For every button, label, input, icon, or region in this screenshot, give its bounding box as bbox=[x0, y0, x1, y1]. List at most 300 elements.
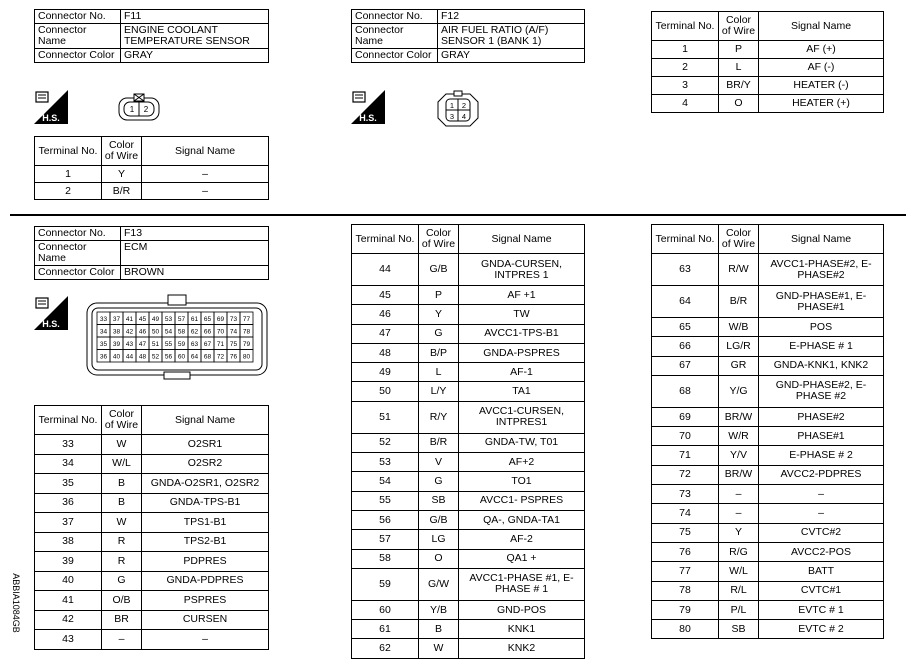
cell-terminal: 77 bbox=[652, 562, 719, 581]
cell-color: G bbox=[419, 472, 459, 491]
pin: 62 bbox=[190, 328, 199, 336]
pin: 36 bbox=[99, 353, 108, 361]
table-row bbox=[652, 95, 884, 113]
connector-name: ECM bbox=[121, 241, 269, 266]
cell-terminal: 66 bbox=[652, 337, 719, 356]
cell-signal: QA1 + bbox=[459, 549, 585, 568]
table-row bbox=[352, 401, 585, 433]
label: Connector Color bbox=[35, 49, 121, 63]
cell-signal: TPS1-B1 bbox=[142, 513, 269, 533]
cell-terminal: 1 bbox=[652, 41, 719, 59]
table-row bbox=[652, 337, 884, 356]
cell-signal: AF (+) bbox=[759, 41, 884, 59]
cell-signal: CURSEN bbox=[142, 610, 269, 630]
cell-signal: O2SR1 bbox=[142, 435, 269, 455]
cell-terminal: 72 bbox=[652, 465, 719, 484]
cell-color: R/L bbox=[719, 581, 759, 600]
cell-terminal: 45 bbox=[352, 286, 419, 305]
cell-signal: AVCC2-POS bbox=[759, 542, 884, 561]
cell-signal: HEATER (+) bbox=[759, 95, 884, 113]
cell-color: R/G bbox=[719, 542, 759, 561]
pin: 2 bbox=[143, 105, 149, 114]
cell-color: O bbox=[719, 95, 759, 113]
cell-terminal: 55 bbox=[352, 491, 419, 510]
cell-color: Y/V bbox=[719, 446, 759, 465]
cell-terminal: 50 bbox=[352, 382, 419, 401]
cell-terminal: 52 bbox=[352, 433, 419, 452]
cell-signal: EVTC # 2 bbox=[759, 620, 884, 639]
f11-connector-face-icon bbox=[118, 93, 160, 121]
header-terminal: Terminal No. bbox=[652, 12, 719, 41]
cell-signal: – bbox=[142, 630, 269, 650]
cell-color: Y/B bbox=[419, 600, 459, 619]
pin: 3 bbox=[449, 112, 455, 121]
table-row bbox=[352, 382, 585, 401]
cell-signal: AF-2 bbox=[459, 530, 585, 549]
cell-signal: PHASE#1 bbox=[759, 427, 884, 446]
table-row bbox=[352, 453, 585, 472]
f12-harness-side-icon bbox=[351, 90, 385, 124]
cell-terminal: 61 bbox=[352, 620, 419, 639]
table-row bbox=[652, 465, 884, 484]
cell-terminal: 69 bbox=[652, 407, 719, 426]
cell-color: G bbox=[102, 571, 142, 591]
connector-color: BROWN bbox=[121, 266, 269, 280]
hs-label: H.S. bbox=[42, 113, 60, 123]
pin: 38 bbox=[112, 328, 121, 336]
cell-color: B/P bbox=[419, 343, 459, 362]
pin: 60 bbox=[177, 353, 186, 361]
pin: 39 bbox=[112, 341, 121, 348]
table-row bbox=[35, 474, 269, 494]
pin: 33 bbox=[99, 316, 108, 323]
cell-color: LG/R bbox=[719, 337, 759, 356]
pin: 63 bbox=[190, 341, 199, 348]
table-row bbox=[35, 591, 269, 611]
table-row bbox=[35, 552, 269, 572]
header-color: Color of Wire bbox=[102, 137, 142, 166]
label: Connector No. bbox=[352, 10, 438, 24]
pin: 72 bbox=[216, 353, 225, 361]
table-row bbox=[652, 581, 884, 600]
cell-signal: PHASE#2 bbox=[759, 407, 884, 426]
table-row bbox=[652, 356, 884, 375]
cell-color: R bbox=[102, 552, 142, 572]
table-row bbox=[352, 600, 585, 619]
cell-color: BR/W bbox=[719, 465, 759, 484]
cell-terminal: 44 bbox=[352, 254, 419, 286]
pin: 47 bbox=[138, 341, 147, 348]
cell-color: G/W bbox=[419, 568, 459, 600]
cell-color: GR bbox=[719, 356, 759, 375]
table-row bbox=[35, 183, 269, 200]
cell-signal: – bbox=[759, 504, 884, 523]
label: Connector No. bbox=[35, 227, 121, 241]
pin: 53 bbox=[164, 316, 173, 323]
cell-signal: AF-1 bbox=[459, 363, 585, 382]
table-row bbox=[352, 254, 585, 286]
pin: 35 bbox=[99, 341, 108, 348]
pin: 48 bbox=[138, 353, 147, 361]
pin: 75 bbox=[229, 341, 238, 348]
table-row bbox=[35, 454, 269, 474]
pin: 65 bbox=[203, 316, 212, 323]
cell-signal: E-PHASE # 1 bbox=[759, 337, 884, 356]
cell-signal: AVCC1-CURSEN, INTPRES1 bbox=[459, 401, 585, 433]
f13-pin-grid bbox=[97, 312, 253, 362]
cell-terminal: 75 bbox=[652, 523, 719, 542]
table-row bbox=[652, 562, 884, 581]
cell-terminal: 67 bbox=[652, 356, 719, 375]
pin: 4 bbox=[461, 112, 467, 121]
header-signal: Signal Name bbox=[142, 137, 269, 166]
pin: 78 bbox=[242, 328, 251, 336]
pin: 57 bbox=[177, 316, 186, 323]
pin: 42 bbox=[125, 328, 134, 336]
cell-terminal: 80 bbox=[652, 620, 719, 639]
cell-color: P bbox=[719, 41, 759, 59]
pin: 80 bbox=[242, 353, 251, 361]
cell-terminal: 71 bbox=[652, 446, 719, 465]
cell-color: R/W bbox=[719, 254, 759, 286]
cell-terminal: 1 bbox=[35, 166, 102, 183]
pin: 79 bbox=[242, 341, 251, 348]
cell-terminal: 41 bbox=[35, 591, 102, 611]
pin: 71 bbox=[216, 341, 225, 348]
cell-terminal: 70 bbox=[652, 427, 719, 446]
pin: 2 bbox=[461, 101, 467, 110]
table-row bbox=[652, 59, 884, 77]
header-signal: Signal Name bbox=[142, 406, 269, 435]
connector-color: GRAY bbox=[121, 49, 269, 63]
cell-color: LG bbox=[419, 530, 459, 549]
cell-color: W/R bbox=[719, 427, 759, 446]
table-row bbox=[352, 343, 585, 362]
cell-color: L/Y bbox=[419, 382, 459, 401]
cell-signal: O2SR2 bbox=[142, 454, 269, 474]
table-row bbox=[35, 513, 269, 533]
table-row bbox=[35, 435, 269, 455]
pin: 49 bbox=[151, 316, 160, 323]
cell-terminal: 64 bbox=[652, 286, 719, 318]
pin: 51 bbox=[151, 341, 160, 348]
cell-signal: – bbox=[142, 183, 269, 200]
pin: 52 bbox=[151, 353, 160, 361]
f11-connector-info bbox=[34, 9, 269, 63]
label: Connector Color bbox=[35, 266, 121, 280]
table-row bbox=[352, 433, 585, 452]
table-row bbox=[352, 568, 585, 600]
label: Connector No. bbox=[35, 10, 121, 24]
figure-code: ABBIA1084GB bbox=[10, 573, 21, 633]
pin: 67 bbox=[203, 341, 212, 348]
label: Connector Name bbox=[35, 24, 121, 49]
table-row bbox=[352, 324, 585, 343]
cell-terminal: 35 bbox=[35, 474, 102, 494]
header-color: Color of Wire bbox=[719, 225, 759, 254]
header-signal: Signal Name bbox=[759, 12, 884, 41]
table-row bbox=[35, 571, 269, 591]
table-row bbox=[352, 491, 585, 510]
pin: 1 bbox=[129, 105, 135, 114]
cell-terminal: 39 bbox=[35, 552, 102, 572]
cell-terminal: 47 bbox=[352, 324, 419, 343]
cell-color: P bbox=[419, 286, 459, 305]
f12-connector-face-icon bbox=[436, 90, 480, 130]
cell-signal: GNDA-O2SR1, O2SR2 bbox=[142, 474, 269, 494]
connector-no: F11 bbox=[121, 10, 269, 24]
connector-no: F12 bbox=[438, 10, 585, 24]
cell-color: W/B bbox=[719, 318, 759, 337]
cell-signal: GNDA-PDPRES bbox=[142, 571, 269, 591]
table-row bbox=[35, 493, 269, 513]
cell-color: BR/Y bbox=[719, 77, 759, 95]
pin: 66 bbox=[203, 328, 212, 336]
table-row bbox=[652, 318, 884, 337]
cell-color: G/B bbox=[419, 254, 459, 286]
cell-signal: GND-PHASE#2, E-PHASE #2 bbox=[759, 375, 884, 407]
cell-color: SB bbox=[419, 491, 459, 510]
f13-connector-info bbox=[34, 226, 269, 280]
pin: 59 bbox=[177, 341, 186, 348]
cell-terminal: 48 bbox=[352, 343, 419, 362]
cell-signal: – bbox=[759, 485, 884, 504]
pin: 74 bbox=[229, 328, 238, 336]
cell-terminal: 38 bbox=[35, 532, 102, 552]
cell-color: BR/W bbox=[719, 407, 759, 426]
table-row bbox=[652, 523, 884, 542]
table-row bbox=[652, 485, 884, 504]
cell-color: – bbox=[719, 504, 759, 523]
table-row bbox=[652, 620, 884, 639]
cell-terminal: 2 bbox=[652, 59, 719, 77]
f13-connector-face-icon bbox=[86, 294, 268, 380]
table-row bbox=[35, 532, 269, 552]
pin: 46 bbox=[138, 328, 147, 336]
cell-color: BR bbox=[102, 610, 142, 630]
cell-color: B/R bbox=[102, 183, 142, 200]
cell-signal: AF +1 bbox=[459, 286, 585, 305]
cell-signal: GNDA-CURSEN, INTPRES 1 bbox=[459, 254, 585, 286]
header-terminal: Terminal No. bbox=[35, 406, 102, 435]
cell-terminal: 58 bbox=[352, 549, 419, 568]
header-terminal: Terminal No. bbox=[652, 225, 719, 254]
label: Connector Name bbox=[352, 24, 438, 49]
cell-color: B bbox=[419, 620, 459, 639]
cell-color: Y/G bbox=[719, 375, 759, 407]
header-color: Color of Wire bbox=[719, 12, 759, 41]
cell-signal: GNDA-PSPRES bbox=[459, 343, 585, 362]
table-row bbox=[352, 363, 585, 382]
cell-terminal: 79 bbox=[652, 600, 719, 619]
cell-color: V bbox=[419, 453, 459, 472]
connector-color: GRAY bbox=[438, 49, 585, 63]
table-row bbox=[652, 375, 884, 407]
table-row bbox=[652, 427, 884, 446]
header-signal: Signal Name bbox=[759, 225, 884, 254]
cell-color: B/R bbox=[419, 433, 459, 452]
cell-color: W/L bbox=[719, 562, 759, 581]
cell-terminal: 68 bbox=[652, 375, 719, 407]
table-row bbox=[652, 446, 884, 465]
f11-harness-side-icon bbox=[34, 90, 68, 124]
table-row bbox=[652, 254, 884, 286]
f13-terminal-table-3 bbox=[651, 224, 884, 639]
cell-signal: POS bbox=[759, 318, 884, 337]
pin: 70 bbox=[216, 328, 225, 336]
pin: 55 bbox=[164, 341, 173, 348]
header-terminal: Terminal No. bbox=[352, 225, 419, 254]
pin: 76 bbox=[229, 353, 238, 361]
cell-color: G bbox=[419, 324, 459, 343]
label: Connector Name bbox=[35, 241, 121, 266]
pin: 58 bbox=[177, 328, 186, 336]
pin: 54 bbox=[164, 328, 173, 336]
cell-terminal: 78 bbox=[652, 581, 719, 600]
table-row bbox=[352, 472, 585, 491]
table-row bbox=[352, 620, 585, 639]
cell-signal: GND-PHASE#1, E-PHASE#1 bbox=[759, 286, 884, 318]
pin: 40 bbox=[112, 353, 121, 361]
f12-connector-info bbox=[351, 9, 585, 63]
connector-no: F13 bbox=[121, 227, 269, 241]
cell-color: Y bbox=[719, 523, 759, 542]
table-row bbox=[352, 530, 585, 549]
cell-terminal: 2 bbox=[35, 183, 102, 200]
cell-signal: TPS2-B1 bbox=[142, 532, 269, 552]
cell-signal: PDPRES bbox=[142, 552, 269, 572]
cell-signal: TW bbox=[459, 305, 585, 324]
cell-signal: AVCC1-PHASE#2, E-PHASE#2 bbox=[759, 254, 884, 286]
cell-color: G/B bbox=[419, 510, 459, 529]
cell-color: SB bbox=[719, 620, 759, 639]
cell-signal: EVTC # 1 bbox=[759, 600, 884, 619]
table-row bbox=[352, 510, 585, 529]
cell-terminal: 4 bbox=[652, 95, 719, 113]
f13-terminal-table-1 bbox=[34, 405, 269, 650]
cell-terminal: 56 bbox=[352, 510, 419, 529]
cell-color: B bbox=[102, 474, 142, 494]
header-signal: Signal Name bbox=[459, 225, 585, 254]
table-row bbox=[352, 639, 585, 658]
cell-terminal: 54 bbox=[352, 472, 419, 491]
cell-signal: QA-, GNDA-TA1 bbox=[459, 510, 585, 529]
cell-terminal: 36 bbox=[35, 493, 102, 513]
cell-signal: AVCC1-PHASE #1, E-PHASE # 1 bbox=[459, 568, 585, 600]
table-row bbox=[652, 407, 884, 426]
pin: 77 bbox=[242, 316, 251, 323]
cell-color: – bbox=[719, 485, 759, 504]
table-row bbox=[652, 504, 884, 523]
cell-signal: GNDA-TPS-B1 bbox=[142, 493, 269, 513]
pin: 64 bbox=[190, 353, 199, 361]
cell-terminal: 3 bbox=[652, 77, 719, 95]
connector-name: ENGINE COOLANT TEMPERATURE SENSOR bbox=[121, 24, 269, 49]
table-row bbox=[652, 41, 884, 59]
cell-color: L bbox=[419, 363, 459, 382]
cell-terminal: 40 bbox=[35, 571, 102, 591]
cell-signal: AF+2 bbox=[459, 453, 585, 472]
cell-signal: GNDA-TW, T01 bbox=[459, 433, 585, 452]
table-row bbox=[352, 305, 585, 324]
table-row bbox=[35, 610, 269, 630]
pin: 69 bbox=[216, 316, 225, 323]
table-row bbox=[652, 286, 884, 318]
pin: 56 bbox=[164, 353, 173, 361]
header-color: Color of Wire bbox=[419, 225, 459, 254]
f11-terminal-table bbox=[34, 136, 269, 200]
cell-signal: CVTC#2 bbox=[759, 523, 884, 542]
f13-terminal-table-2 bbox=[351, 224, 585, 659]
pin: 73 bbox=[229, 316, 238, 323]
cell-color: W bbox=[102, 435, 142, 455]
table-row bbox=[652, 600, 884, 619]
cell-terminal: 37 bbox=[35, 513, 102, 533]
cell-terminal: 51 bbox=[352, 401, 419, 433]
hs-label: H.S. bbox=[359, 113, 377, 123]
pin: 45 bbox=[138, 316, 147, 323]
cell-signal: AF (-) bbox=[759, 59, 884, 77]
cell-color: W/L bbox=[102, 454, 142, 474]
cell-signal: GNDA-KNK1, KNK2 bbox=[759, 356, 884, 375]
cell-terminal: 65 bbox=[652, 318, 719, 337]
cell-color: B bbox=[102, 493, 142, 513]
cell-signal: CVTC#1 bbox=[759, 581, 884, 600]
cell-color: B/R bbox=[719, 286, 759, 318]
cell-terminal: 62 bbox=[352, 639, 419, 658]
cell-terminal: 63 bbox=[652, 254, 719, 286]
connector-name: AIR FUEL RATIO (A/F) SENSOR 1 (BANK 1) bbox=[438, 24, 585, 49]
cell-color: L bbox=[719, 59, 759, 77]
pin: 61 bbox=[190, 316, 199, 323]
cell-signal: TA1 bbox=[459, 382, 585, 401]
pin: 1 bbox=[449, 101, 455, 110]
pin: 37 bbox=[112, 316, 121, 323]
table-row bbox=[35, 166, 269, 183]
cell-terminal: 74 bbox=[652, 504, 719, 523]
cell-signal: AVCC2-PDPRES bbox=[759, 465, 884, 484]
cell-signal: HEATER (-) bbox=[759, 77, 884, 95]
cell-signal: AVCC1- PSPRES bbox=[459, 491, 585, 510]
cell-terminal: 57 bbox=[352, 530, 419, 549]
cell-signal: BATT bbox=[759, 562, 884, 581]
f12-terminal-table bbox=[651, 11, 884, 113]
cell-terminal: 60 bbox=[352, 600, 419, 619]
cell-signal: TO1 bbox=[459, 472, 585, 491]
pin: 50 bbox=[151, 328, 160, 336]
header-terminal: Terminal No. bbox=[35, 137, 102, 166]
table-row bbox=[652, 77, 884, 95]
cell-color: P/L bbox=[719, 600, 759, 619]
section-divider bbox=[10, 214, 906, 216]
cell-color: Y bbox=[419, 305, 459, 324]
pin: 44 bbox=[125, 353, 134, 361]
cell-signal: E-PHASE # 2 bbox=[759, 446, 884, 465]
pin: 34 bbox=[99, 328, 108, 336]
cell-color: O bbox=[419, 549, 459, 568]
cell-color: R bbox=[102, 532, 142, 552]
table-row bbox=[35, 630, 269, 650]
cell-color: W bbox=[419, 639, 459, 658]
cell-terminal: 53 bbox=[352, 453, 419, 472]
cell-signal: – bbox=[142, 166, 269, 183]
cell-terminal: 33 bbox=[35, 435, 102, 455]
cell-signal: KNK2 bbox=[459, 639, 585, 658]
cell-signal: KNK1 bbox=[459, 620, 585, 639]
pin: 43 bbox=[125, 341, 134, 348]
table-row bbox=[352, 286, 585, 305]
cell-terminal: 43 bbox=[35, 630, 102, 650]
